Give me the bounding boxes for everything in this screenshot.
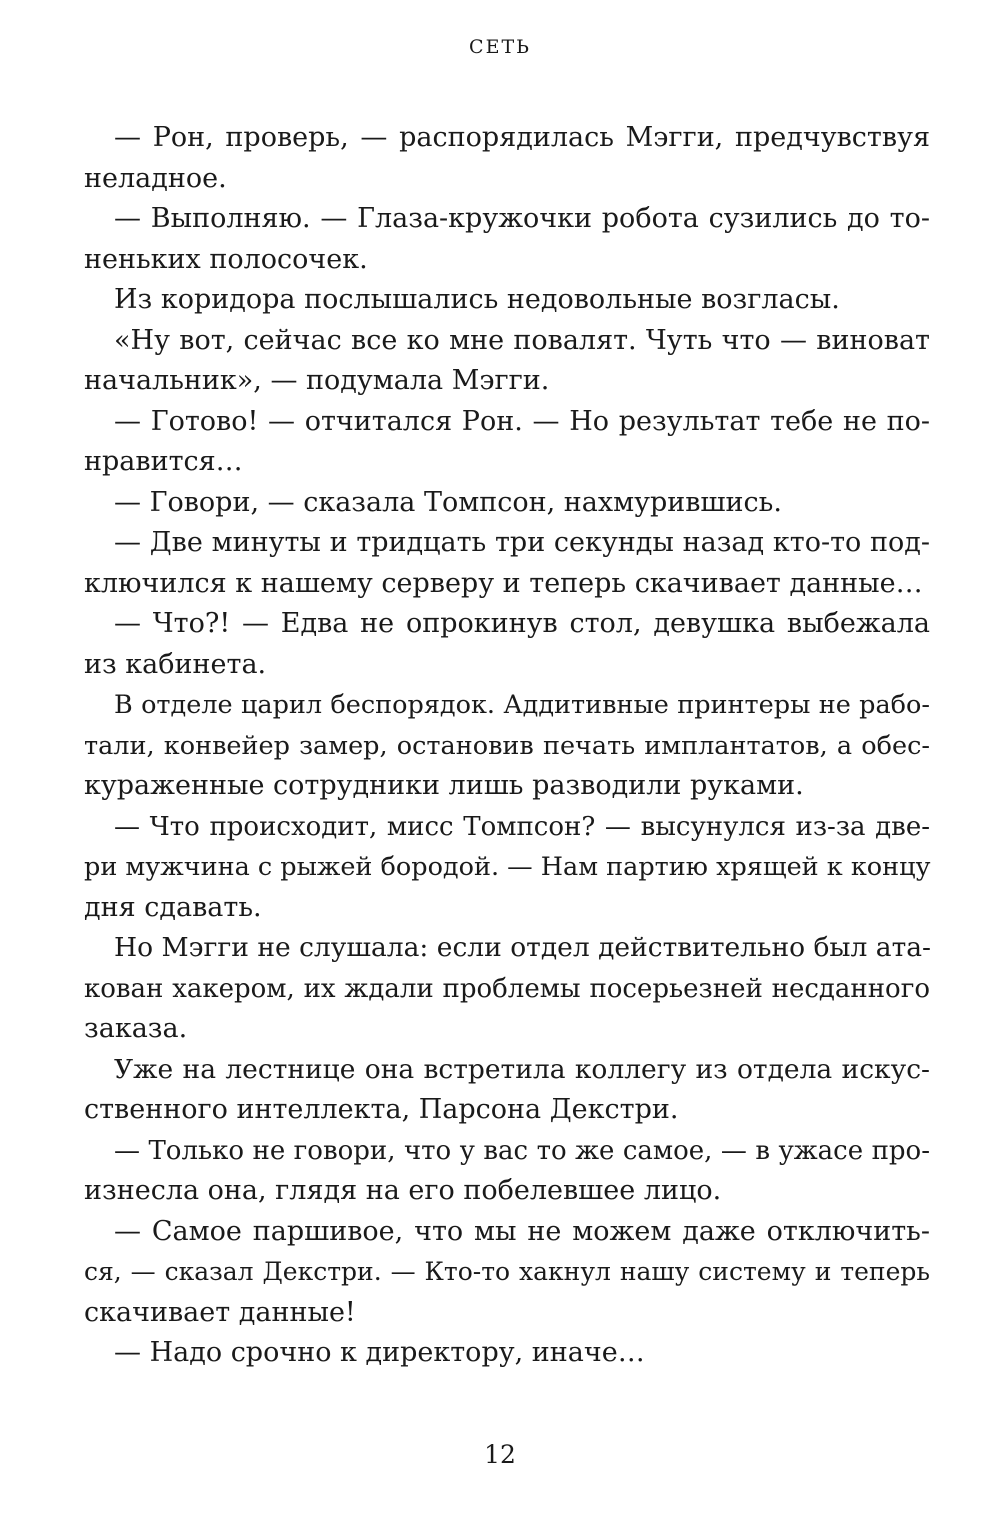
text-line: В отделе царил беспорядок. Аддитивные принтеры не рабо- (114, 690, 930, 720)
text-line: кован хакером, их ждали проблемы посерьезней несданного (84, 973, 930, 1004)
text-line: неньких полосочек. (84, 243, 368, 275)
text-line: ри мужчина с рыжей бородой. — Нам партию хрящей к концу (84, 852, 931, 882)
text-line: дня сдавать. (84, 891, 262, 923)
text-line: кураженные сотрудники лишь разводили руками. (84, 770, 804, 801)
text-line: изнесла она, глядя на его побелевшее лицо. (84, 1175, 722, 1206)
text-line: ключился к нашему серверу и теперь скачивает данные… (84, 567, 923, 599)
text-line: ся, — сказал Декстри. — Кто-то хакнул нашу систему и теперь (84, 1257, 930, 1286)
text-line: Но Мэгги не слушала: если отдел действительно был ата- (114, 932, 931, 963)
text-line: — Выполняю. — Глаза-кружочки робота сузились до то- (114, 203, 930, 234)
text-line: — Рон, проверь, — распорядилась Мэгги, предчувствуя (114, 122, 930, 153)
text-line: неладное. (84, 162, 227, 194)
text-line: — Две минуты и тридцать три секунды назад кто-то под- (114, 527, 930, 558)
text-line: заказа. (84, 1013, 188, 1044)
text-line: начальник», — подумала Мэгги. (84, 365, 550, 396)
page-number: 12 (484, 1440, 516, 1469)
text-line: ственного интеллекта, Парсона Декстри. (84, 1094, 679, 1125)
text-line: — Готово! — отчитался Рон. — Но результат тебе не по- (114, 405, 930, 437)
text-line: — Надо срочно к директору, иначе… (114, 1337, 645, 1368)
text-line: тали, конвейер замер, остановив печать имплантатов, а обес- (84, 730, 930, 761)
text-line: — Что происходит, мисс Томпсон? — высунулся из-за две- (114, 811, 930, 842)
text-line: «Ну вот, сейчас все ко мне повалят. Чуть что — виноват (114, 324, 930, 356)
book-text-body (84, 118, 930, 1374)
text-line: из кабинета. (84, 648, 267, 680)
text-line: — Говори, — сказала Томпсон, нахмурившись. (114, 486, 782, 518)
running-title: СЕТЬ (469, 36, 531, 58)
text-line: — Самое паршивое, что мы не можем даже отключить- (114, 1215, 930, 1247)
text-line: скачивает данные! (84, 1296, 356, 1328)
text-line: Уже на лестнице она встретила коллегу из отдела искус- (114, 1053, 930, 1085)
text-line: нравится… (84, 446, 243, 477)
text-line: Из коридора послышались недовольные возгласы. (114, 284, 840, 315)
text-line: — Что?! — Едва не опрокинув стол, девушка выбежала (114, 608, 930, 639)
text-line: — Только не говори, что у вас то же самое, — в ужасе про- (114, 1135, 930, 1166)
